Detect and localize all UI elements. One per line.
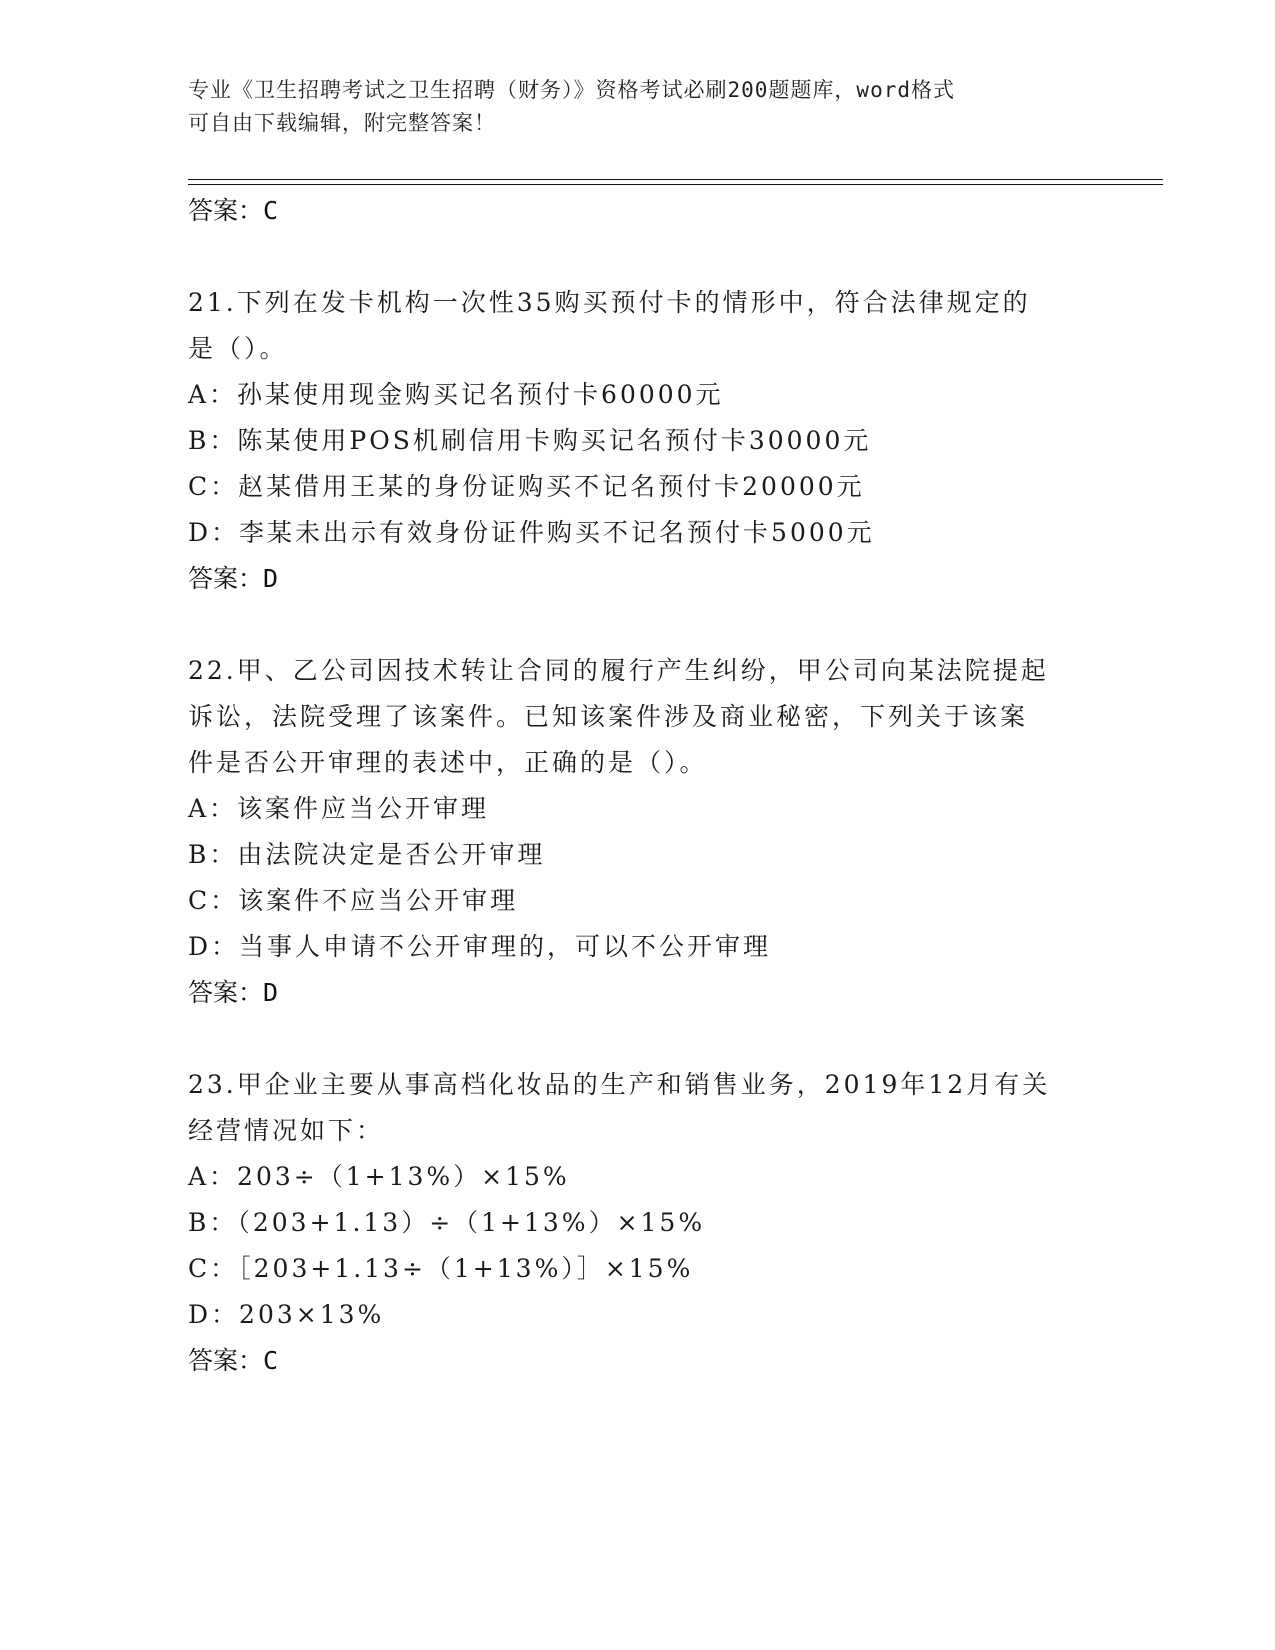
option-a: A：203÷（1+13%）×15% [188, 1162, 570, 1191]
question-stem-line: 经营情况如下： [188, 1116, 385, 1145]
previous-answer: 答案：C [188, 196, 279, 225]
answer: 答案：D [188, 564, 279, 593]
spacer [188, 234, 1088, 280]
question-stem-line: 22.甲、乙公司因技术转让合同的履行产生纠纷，甲公司向某法院提起 [188, 656, 1049, 685]
option-a: A：孙某使用现金购买记名预付卡60000元 [188, 380, 724, 409]
option-d: D：李某未出示有效身份证件购买不记名预付卡5000元 [188, 518, 875, 547]
option-b: B：由法院决定是否公开审理 [188, 840, 546, 869]
question-22 [188, 648, 1088, 1016]
spacer [188, 1016, 1088, 1062]
question-stem [188, 280, 1088, 372]
question-stem-line: 21.下列在发卡机构一次性35购买预付卡的情形中，符合法律规定的 [188, 288, 1031, 317]
header-line-2: 可自由下载编辑，附完整答案！ [188, 111, 496, 135]
question-stem-line: 诉讼，法院受理了该案件。已知该案件涉及商业秘密，下列关于该案 [188, 702, 1029, 731]
question-stem [188, 648, 1088, 786]
question-stem-line: 23.甲企业主要从事高档化妆品的生产和销售业务，2019年12月有关 [188, 1070, 1051, 1099]
option-a: A：该案件应当公开审理 [188, 794, 490, 823]
header-double-rule [188, 179, 1163, 185]
question-stem-line: 件是否公开审理的表述中，正确的是（）。 [188, 748, 708, 777]
question-list [188, 188, 1088, 1384]
answer: 答案：C [188, 1346, 279, 1375]
option-c: C：赵某借用王某的身份证购买不记名预付卡20000元 [188, 472, 865, 501]
header-line-1: 专业《卫生招聘考试之卫生招聘（财务）》资格考试必刷200题题库，word格式 [188, 78, 955, 102]
answer: 答案：D [188, 978, 279, 1007]
option-b: B：（203+1.13）÷（1+13%）×15% [188, 1208, 706, 1237]
question-stem [188, 1062, 1088, 1154]
question-21 [188, 280, 1088, 602]
option-d: D：当事人申请不公开审理的，可以不公开审理 [188, 932, 772, 961]
document-header [188, 74, 1068, 140]
option-c: C：该案件不应当公开审理 [188, 886, 519, 915]
question-stem-line: 是（）。 [188, 334, 288, 363]
spacer [188, 602, 1088, 648]
option-b: B：陈某使用POS机刷信用卡购买记名预付卡30000元 [188, 426, 872, 455]
option-d: D：203×13% [188, 1300, 385, 1329]
option-c: C：［203+1.13÷（1+13%）］×15% [188, 1254, 694, 1283]
question-23 [188, 1062, 1088, 1384]
